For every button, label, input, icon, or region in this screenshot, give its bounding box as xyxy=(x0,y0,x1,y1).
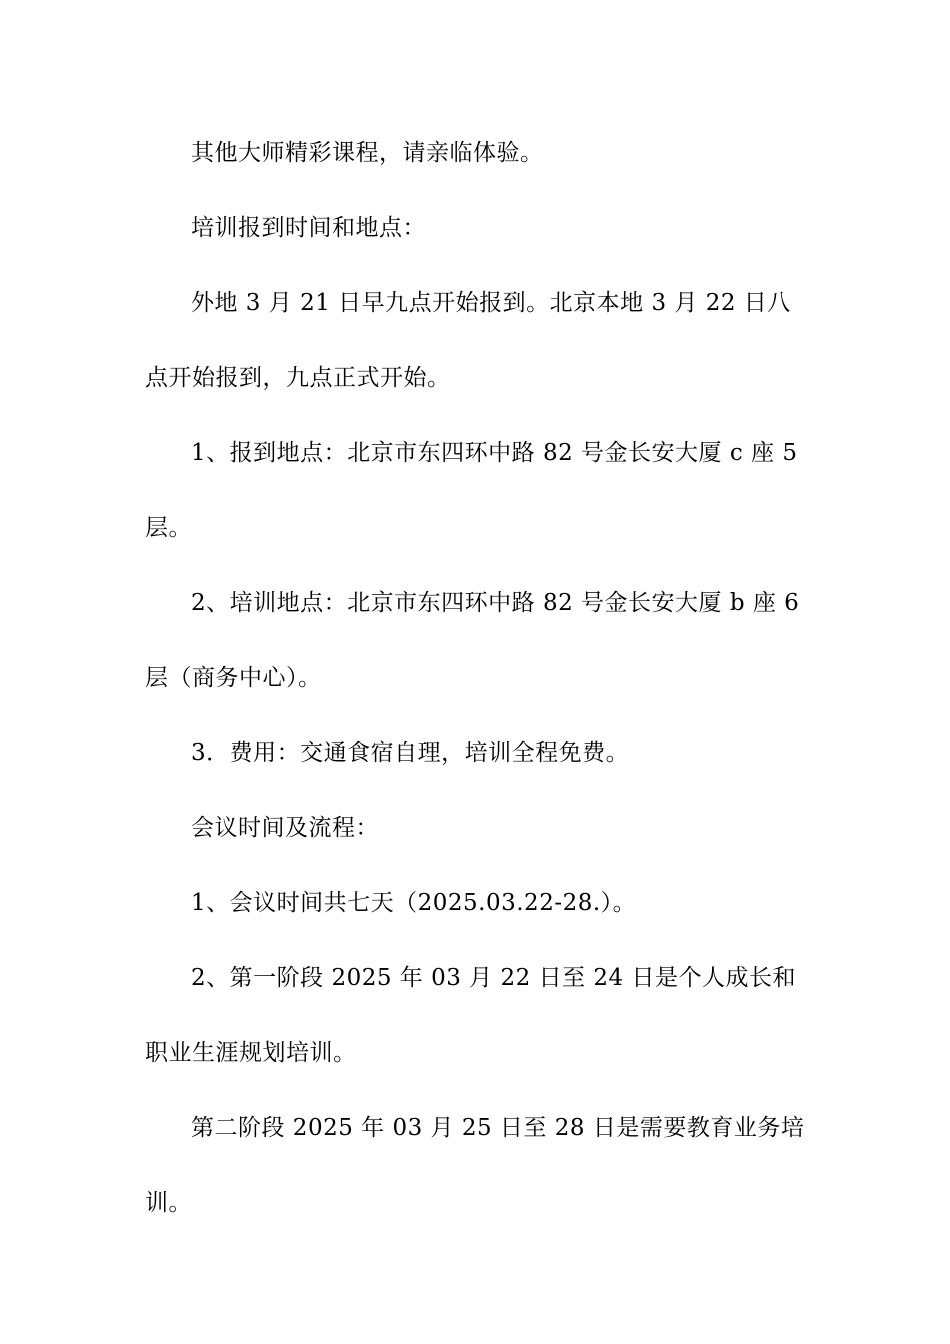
paragraph-phase-two: 第二阶段 2025 年 03 月 25 日至 28 日是需要教育业务培训。 xyxy=(145,1115,805,1216)
paragraph-fees: 3．费用：交通食宿自理，培训全程免费。 xyxy=(191,740,630,766)
paragraph-phase-one: 2、第一阶段 2025 年 03 月 22 日至 24 日是个人成长和职业生涯规划培训。 xyxy=(145,965,796,1066)
paragraph-other-courses: 其他大师精彩课程，请亲临体验。 xyxy=(191,140,544,166)
paragraph-training-location: 2、培训地点：北京市东四环中路 82 号金长安大厦 b 座 6 层（商务中心）。 xyxy=(145,590,800,691)
paragraph-meeting-duration: 1、会议时间共七天（2025.03.22-28.）。 xyxy=(191,890,637,916)
paragraph-schedule-heading: 会议时间及流程： xyxy=(191,815,379,841)
paragraph-registration-heading: 培训报到时间和地点： xyxy=(191,215,426,241)
paragraph-registration-time: 外地 3 月 21 日早九点开始报到。北京本地 3 月 22 日八点开始报到，九点正式开始。 xyxy=(145,290,791,391)
paragraph-registration-location: 1、报到地点：北京市东四环中路 82 号金长安大厦 c 座 5 层。 xyxy=(145,440,798,541)
